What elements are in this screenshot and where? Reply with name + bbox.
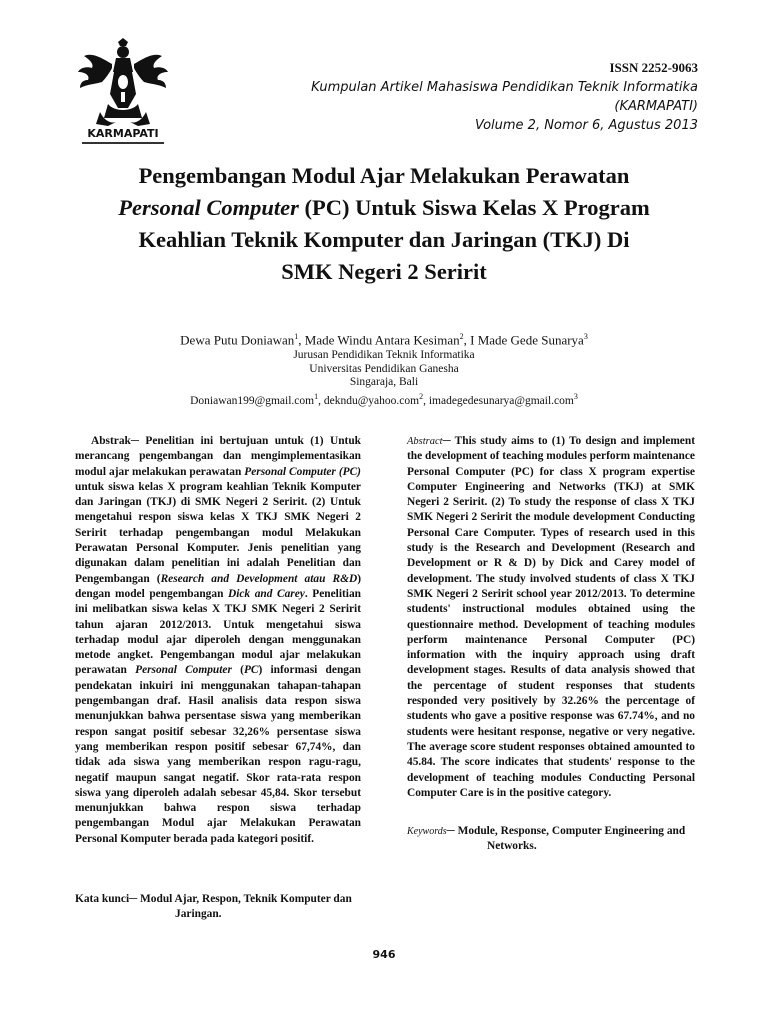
title-line-4: SMK Negeri 2 Seririt [281, 259, 487, 284]
abstrak-italic-3: Dick and Carey [227, 587, 305, 600]
email-3-sup: 3 [573, 391, 578, 401]
kata-kunci-text: Modul Ajar, Respon, Teknik Komputer dan Jaringan. [137, 893, 352, 921]
keywords-paragraph [407, 824, 695, 855]
email-2: , dekndu@yahoo.com [318, 394, 420, 407]
author-block [60, 330, 708, 408]
garuda-emblem-icon [78, 38, 168, 148]
journal-acronym: (KARMAPATI) [614, 99, 698, 114]
abstrak-italic-1: Personal Computer (PC) [244, 465, 361, 478]
journal-volume: Volume 2, Nomor 6, Agustus 2013 [474, 118, 698, 133]
abstrak-paragraph [75, 434, 361, 847]
abstrak-text-6: ) informasi dengan pendekatan inkuiri ini menggunakan tahapan-tahapan pengembangan draf. Hasil analisis data respon siswa menunjukkan bahwa persentase siswa yang memberikan respon sangat positif sebesar 32,26% persentase siswa yang memberikan respon positif sebesar 67,74%, dan tidak ada siswa yang memberikan respon ragu-ragu, negatif maupun sangat negatif. Skor rata-rata respon siswa yang diperoleh adalah sebesar 45,84. Skor tersebut menunjukkan bahwa respon siswa terhadap pengembangan Modul ajar Melakukan Perawatan Personal Komputer berada pada kategori positif. [75, 664, 362, 845]
abstrak-label: Abstrak [91, 435, 131, 447]
email-2-sup: 2 [419, 391, 424, 401]
author-2: , Made Windu Antara Kesiman [298, 332, 460, 348]
abstrak-text-1: Penelitian ini bertujuan untuk (1) Untuk merancang pengembangan dan mengimplementasikan modul ajar melakukan perawatan [75, 435, 361, 478]
title-line-1: Pengembangan Modul Ajar Melakukan Perawatan [138, 163, 630, 188]
abstract-section [407, 434, 695, 801]
abstrak-italic-4: Personal Computer [135, 664, 232, 677]
abstract-paragraph [407, 434, 695, 801]
keywords-section [407, 824, 695, 855]
author-3: , I Made Gede Sunarya [463, 332, 584, 348]
keywords-text: Module, Response, Computer Engineering and Networks. [454, 825, 686, 853]
kata-kunci-paragraph [75, 892, 361, 923]
abstrak-text-3: ) dengan model pengembangan [75, 572, 361, 600]
email-1-sup: 1 [314, 391, 319, 401]
abstrak-italic-5: PC [243, 664, 259, 677]
journal-name: Kumpulan Artikel Mahasiswa Pendidikan Teknik Informatika [311, 80, 698, 95]
author-names [60, 330, 708, 347]
city: Singaraja, Bali [349, 376, 419, 389]
title-line-2-rest: (PC) Untuk Siswa Kelas X Program [298, 195, 650, 220]
kata-kunci-dash: ─ [129, 893, 138, 905]
abstrak-dash: ─ [130, 435, 139, 447]
author-2-sup: 2 [459, 332, 464, 341]
abstract-text: This study aims to (1) To design and implement the development of teaching modules perform maintenance Personal Computer (PC) for class X program expertise Computer Engineering and Networks (TKJ) at SMK Negeri 2 Seririt. (2) To study the response of class X TKJ SMK Negeri 2 Seririt the module development Conducting Personal Care Computer. Types of research used in this study is the Research and Development (Research and Development or R & D) by Dick and Carey model of development. The study involved students of class X TKJ SMK Negeri 2 Seririt school year 2012/2013. To determine students' instructional modules obtained using the questionnaire method. Development of teaching modules perform maintenance Personal Computer (PC) information with the inquiry approach using draft development stages. Results of data analysis showed that the percentage of student responses that students responded very positively by 32.26% the percentage of students who gave a positive response was 67.74%, and no students were hesitant response, negative or very negative. The average score student responses obtained amounted to 45.84. The score indicates that students' response to the development of teaching modules Conducting Personal Computer Care is in the positive category. [407, 435, 695, 799]
logo-wordmark: KARMAPATI [87, 127, 159, 140]
keywords-label: Keywords [407, 826, 447, 837]
abstrak-italic-2: Research and Development atau R&D [160, 572, 358, 585]
journal-info [238, 78, 698, 135]
author-1: Dewa Putu Doniawan [180, 332, 295, 348]
abstract-dash: ─ [442, 435, 451, 447]
university: Universitas Pendidikan Ganesha [309, 362, 459, 375]
kata-kunci-section [75, 892, 361, 923]
author-emails [60, 390, 708, 408]
author-3-sup: 3 [583, 332, 588, 341]
abstrak-text-4: . Penelitian ini melibatkan siswa kelas X TKJ SMK Negeri 2 Seririt tahun ajaran 2012/2013. Untuk mengetahui siswa terhadap modul ajar diperoleh dengan menggunakan metode angket. Pengembangan modul ajar melakukan perawatan [75, 587, 361, 677]
title-italic-term: Personal Computer [118, 195, 299, 220]
title-line-3: Keahlian Teknik Komputer dan Jaringan (TKJ) Di [138, 227, 630, 252]
abstrak-text-2: untuk siswa kelas X program keahlian Teknik Komputer dan Jaringan (TKJ) di SMK Negeri 2 Seririt. (2) Untuk mengetahui respon siswa kelas X TKJ SMK Negeri 2 Seririt terhadap pengembangan modul Melakukan Perawatan Personal Komputer. Jenis penelitian yang digunakan dalam penelitian ini adalah Penelitian dan Pengembangan ( [75, 480, 361, 585]
title-line-2 [60, 192, 708, 224]
abstrak-text-5: ( [231, 664, 244, 677]
keywords-dash: ─ [446, 825, 455, 837]
author-1-sup: 1 [294, 332, 299, 341]
karmapati-logo [78, 38, 168, 148]
issn-number: ISSN 2252-9063 [609, 60, 698, 75]
email-1: Doniawan199@gmail.com [190, 394, 315, 407]
paper-title [60, 160, 708, 288]
abstrak-section [75, 434, 361, 847]
kata-kunci-label: Kata kunci [75, 893, 130, 905]
department: Jurusan Pendidikan Teknik Informatika [293, 349, 475, 362]
email-3: , imadegedesunarya@gmail.com [423, 394, 574, 407]
page-number: 946 [372, 948, 396, 961]
abstract-label: Abstract [407, 436, 443, 447]
